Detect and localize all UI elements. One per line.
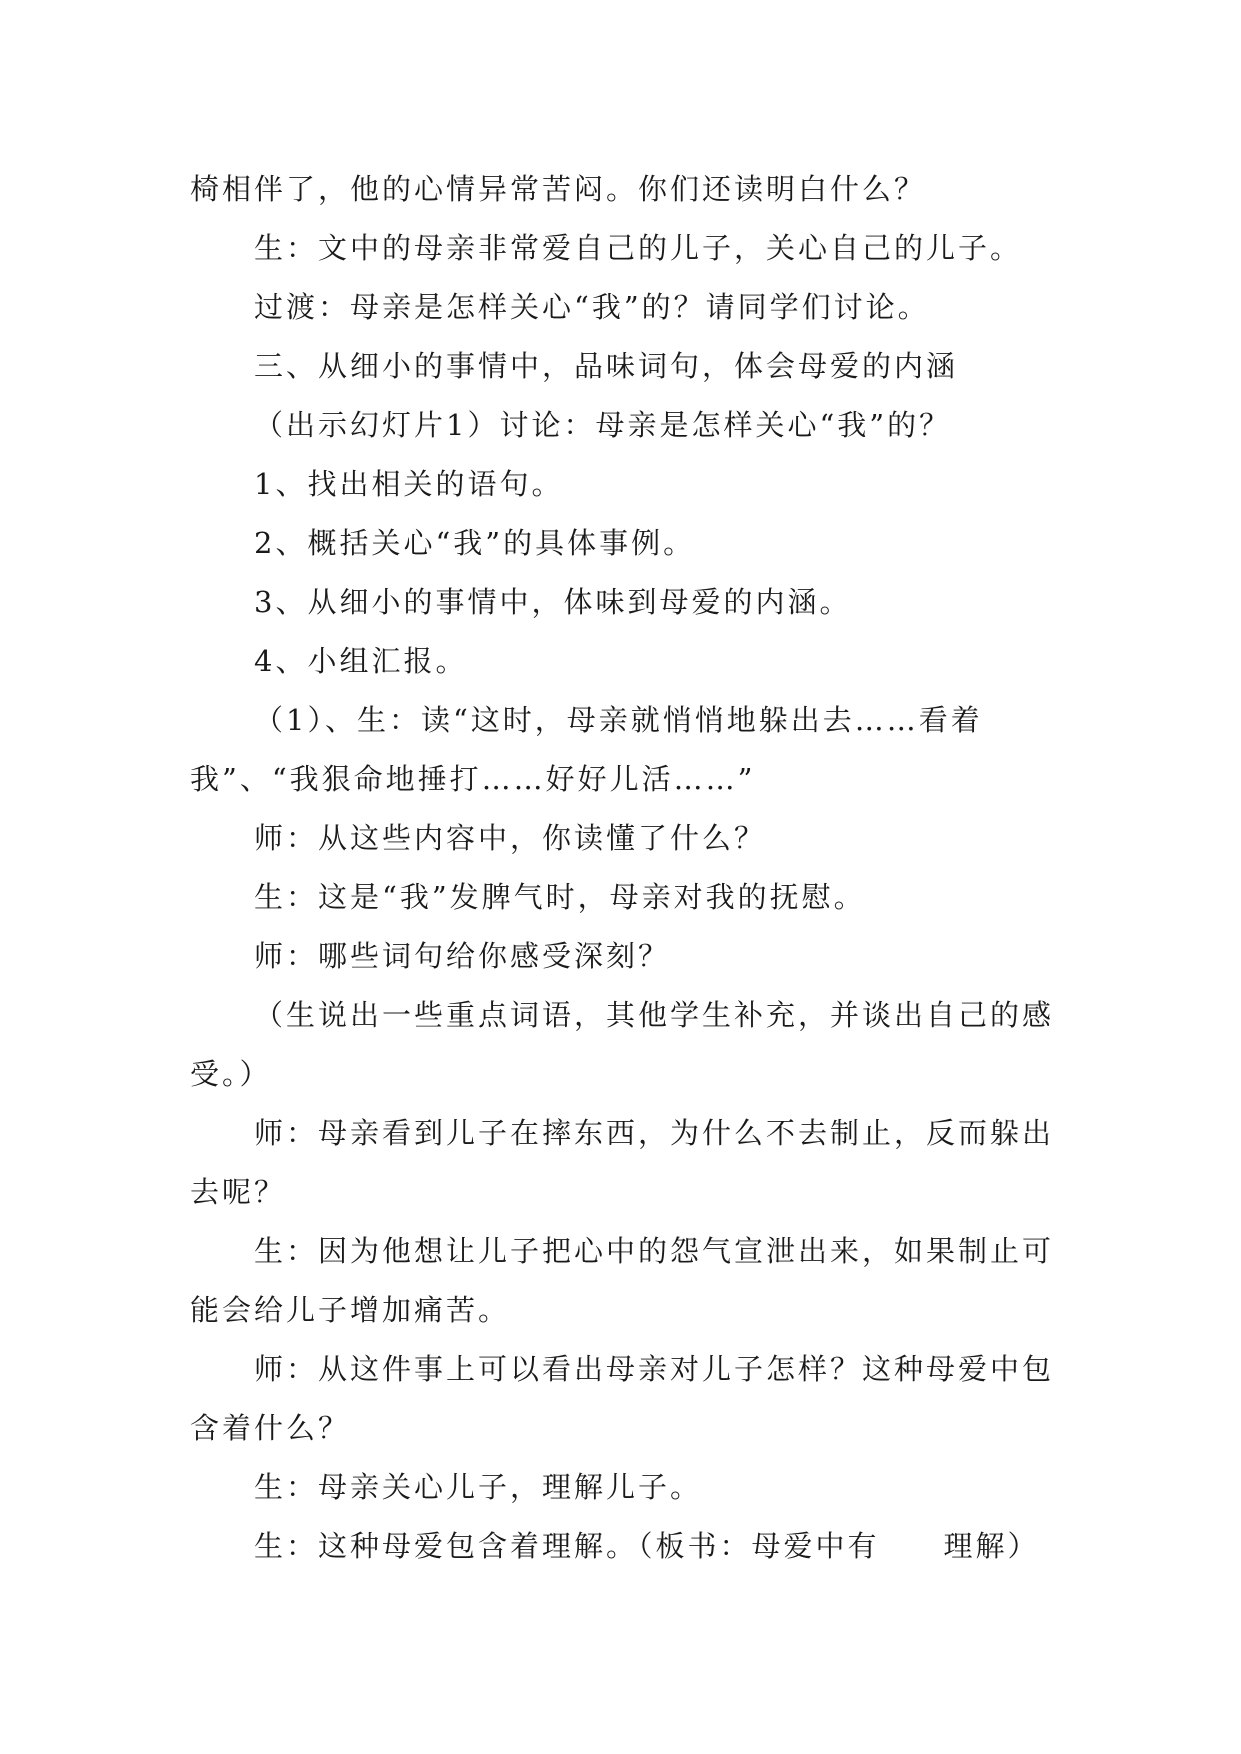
- paragraph-14: （生说出一些重点词语，其他学生补充，并谈出自己的感受。）: [190, 998, 1055, 1091]
- body-text: [190, 160, 1070, 1576]
- list-item-2: 2、概括关心“我”的具体事例。: [254, 526, 696, 560]
- paragraph-2: 生：文中的母亲非常爱自己的儿子，关心自己的儿子。: [254, 231, 1023, 265]
- last-line-before: 生：这种母爱包含着理解。（板书：母爱中有: [254, 1529, 880, 1563]
- last-line-after: 理解）: [943, 1529, 1040, 1563]
- paragraph-5: （出示幻灯片1）讨论：母亲是怎样关心“我”的？: [254, 408, 952, 442]
- paragraph-17: 师：从这件事上可以看出母亲对儿子怎样？这种母爱中包含着什么？: [190, 1352, 1055, 1445]
- paragraph-10: （1）、生：读“这时，母亲就悄悄地躲出去……看着我”、“我狠命地捶打……好好儿活……”: [190, 703, 983, 796]
- paragraph-18: 生：母亲关心儿子，理解儿子。: [254, 1470, 703, 1504]
- paragraph-last: [190, 1517, 1070, 1576]
- paragraph-12: 生：这是“我”发脾气时，母亲对我的抚慰。: [254, 880, 866, 914]
- paragraph-3: 过渡：母亲是怎样关心“我”的？请同学们讨论。: [254, 290, 930, 324]
- list-item-1: 1、找出相关的语句。: [254, 467, 564, 501]
- paragraph-16: 生：因为他想让儿子把心中的怨气宣泄出来，如果制止可能会给儿子增加痛苦。: [190, 1234, 1055, 1327]
- section-heading: 三、从细小的事情中，品味词句，体会母爱的内涵: [254, 349, 959, 383]
- list-item-4: 4、小组汇报。: [254, 644, 468, 678]
- paragraph-1: 椅相伴了，他的心情异常苦闷。你们还读明白什么？: [190, 172, 927, 206]
- paragraph-11: 师：从这些内容中，你读懂了什么？: [254, 821, 767, 855]
- list-item-3: 3、从细小的事情中，体味到母爱的内涵。: [254, 585, 852, 619]
- paragraph-13: 师：哪些词句给你感受深刻？: [254, 939, 671, 973]
- paragraph-15: 师：母亲看到儿子在摔东西，为什么不去制止，反而躲出去呢？: [190, 1116, 1055, 1209]
